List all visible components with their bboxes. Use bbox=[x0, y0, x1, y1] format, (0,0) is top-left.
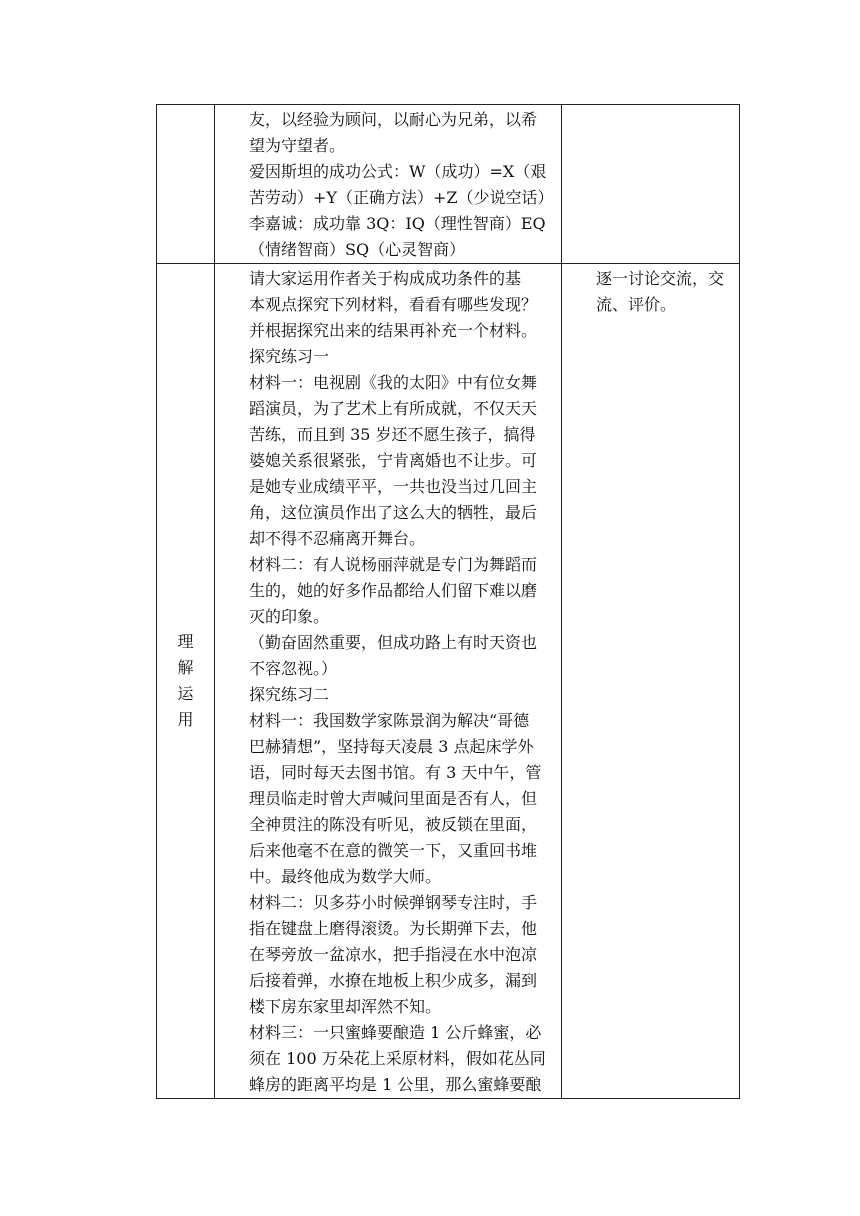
text-line: 中。最终他成为数学大师。 bbox=[249, 867, 442, 886]
text-line: 是她专业成绩平平，一共也没当过几回主 bbox=[249, 477, 538, 496]
text-line: 婆媳关系很紧张，宁肯离婚也不让步。可 bbox=[249, 451, 538, 470]
text-line: 并根据探究出来的结果再补充一个材料。 bbox=[249, 321, 538, 340]
text-line: 探究练习二 bbox=[249, 685, 330, 704]
text-line: 材料一：我国数学家陈景润为解决“哥德 bbox=[249, 711, 530, 730]
text-line: 语，同时每天去图书馆。有 3 天中午，管 bbox=[249, 763, 542, 782]
table-row bbox=[157, 264, 740, 1099]
text-line: 材料二：贝多芬小时候弹钢琴专注时，手 bbox=[249, 893, 538, 912]
content-cell bbox=[215, 264, 562, 1099]
text-line: 材料三：一只蜜蜂要酿造 1 公斤蜂蜜，必 bbox=[249, 1023, 542, 1042]
text-line: 爱因斯坦的成功公式：W（成功）=X（艰 bbox=[249, 162, 547, 181]
stage-label-cell bbox=[157, 264, 215, 1099]
text-line: 蹈演员，为了艺术上有所成就，不仅天天 bbox=[249, 399, 538, 418]
text-line: 却不得不忍痛离开舞台。 bbox=[249, 529, 426, 548]
activity-line: 逐一讨论交流，交 bbox=[596, 269, 725, 288]
text-line: 本观点探究下列材料，看看有哪些发现？ bbox=[249, 295, 538, 314]
content-text bbox=[215, 264, 561, 1098]
text-line: 后接着弹，水撩在地板上积少成多，漏到 bbox=[249, 971, 538, 990]
text-line: 后来他毫不在意的微笑一下，又重回书堆 bbox=[249, 841, 538, 860]
text-line: 巴赫猜想”，坚持每天凌晨 3 点起床学外 bbox=[249, 737, 534, 756]
content-text bbox=[215, 105, 561, 263]
text-line: （勤奋固然重要，但成功路上有时天资也 bbox=[249, 633, 538, 652]
text-line: 蜂房的距离平均是 1 公里，那么蜜蜂要酿 bbox=[249, 1075, 542, 1094]
stage-label-char: 运 bbox=[177, 684, 194, 703]
text-line: 探究练习一 bbox=[249, 347, 330, 366]
text-line: 楼下房东家里却浑然不知。 bbox=[249, 997, 442, 1016]
text-line: 苦劳动）+Y（正确方法）+Z（少说空话） bbox=[249, 188, 554, 207]
text-line: 在琴旁放一盆凉水，把手指浸在水中泡凉 bbox=[249, 945, 538, 964]
activity-line: 流、评价。 bbox=[596, 295, 677, 314]
text-line: 指在键盘上磨得滚烫。为长期弹下去，他 bbox=[249, 919, 538, 938]
text-line: 请大家运用作者关于构成成功条件的基 bbox=[249, 269, 522, 288]
stage-label-char: 用 bbox=[177, 710, 194, 729]
text-line: （情绪智商）SQ（心灵智商） bbox=[249, 240, 466, 259]
stage-label bbox=[157, 629, 214, 733]
stage-label-char: 解 bbox=[177, 658, 194, 677]
text-line: 生的，她的好多作品都给人们留下难以磨 bbox=[249, 581, 538, 600]
text-line: 角，这位演员作出了这么大的牺牲，最后 bbox=[249, 503, 538, 522]
text-line: 全神贯注的陈没有听见，被反锁在里面， bbox=[249, 815, 538, 834]
text-line: 不容忽视。） bbox=[249, 659, 338, 678]
activity-cell bbox=[562, 264, 740, 1099]
stage-label-cell bbox=[157, 105, 215, 264]
text-line: 苦练，而且到 35 岁还不愿生孩子，搞得 bbox=[249, 425, 536, 444]
table-row bbox=[157, 105, 740, 264]
text-line: 灭的印象。 bbox=[249, 607, 330, 626]
activity-cell bbox=[562, 105, 740, 264]
text-line: 须在 100 万朵花上采原材料，假如花丛同 bbox=[249, 1049, 546, 1068]
text-line: 李嘉诚：成功靠 3Q：IQ（理性智商）EQ bbox=[249, 214, 546, 233]
text-line: 材料二：有人说杨丽萍就是专门为舞蹈而 bbox=[249, 555, 538, 574]
lesson-table bbox=[156, 104, 740, 1099]
activity-text bbox=[562, 264, 739, 318]
text-line: 理员临走时曾大声喊问里面是否有人，但 bbox=[249, 789, 538, 808]
stage-label-char: 理 bbox=[177, 632, 194, 651]
text-line: 友，以经验为顾问，以耐心为兄弟，以希 bbox=[249, 110, 538, 129]
text-line: 望为守望者。 bbox=[249, 136, 346, 155]
text-line: 材料一：电视剧《我的太阳》中有位女舞 bbox=[249, 373, 538, 392]
content-cell bbox=[215, 105, 562, 264]
